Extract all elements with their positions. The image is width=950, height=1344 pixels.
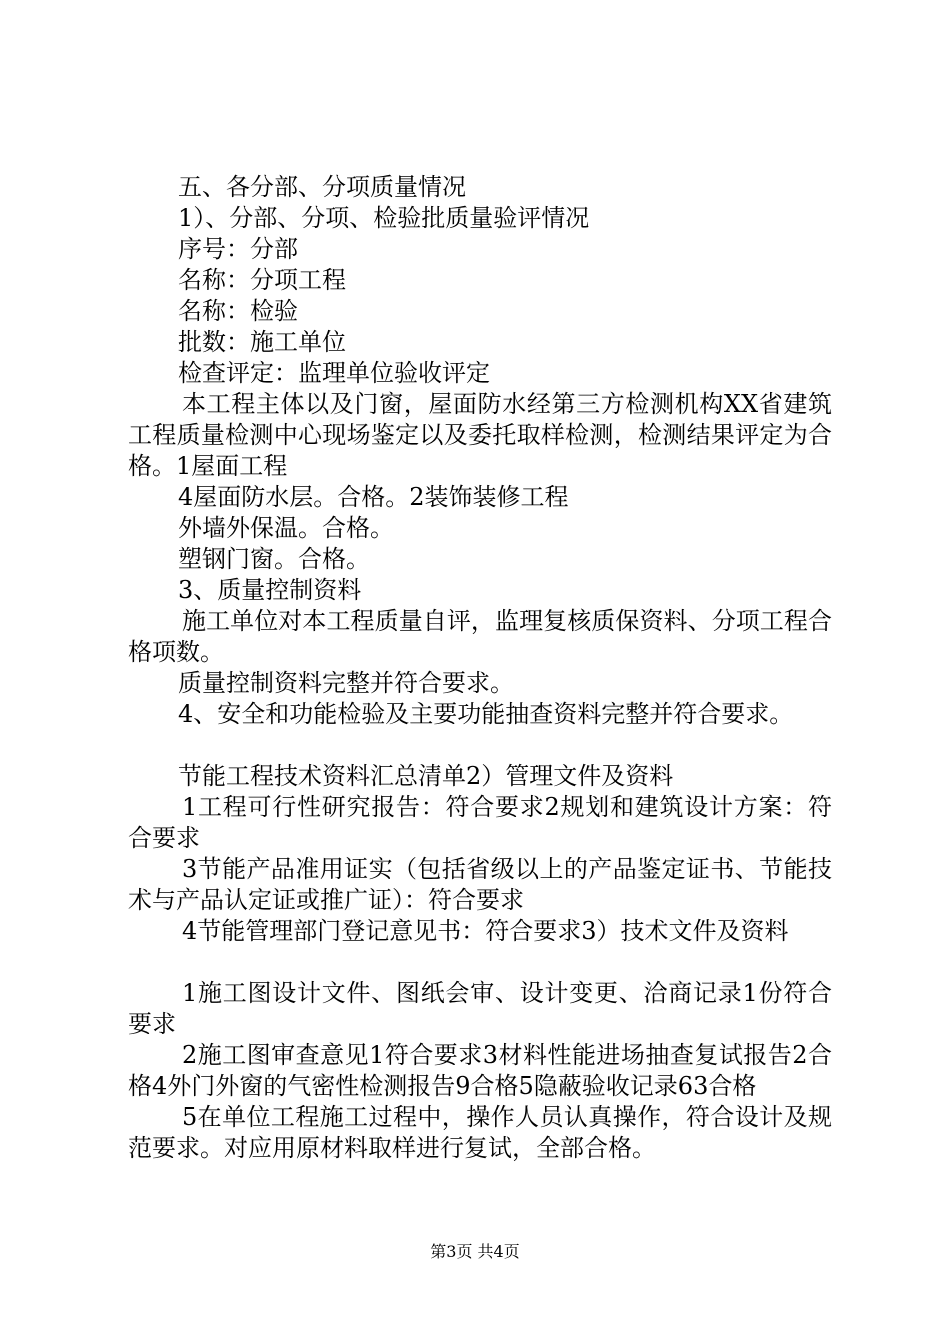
page-number-footer: 第3页 共4页 <box>430 1242 520 1261</box>
text-line: 4屋面防水层。合格。2装饰装修工程 <box>178 483 569 511</box>
paragraph: 施工单位对本工程质量自评，监理复核质保资料、分项工程合格项数。 <box>128 607 832 666</box>
spacer <box>128 947 832 978</box>
text-line: 塑钢门窗。合格。 <box>178 545 370 573</box>
subsection-heading: 节能工程技术资料汇总清单2）管理文件及资料 <box>178 762 674 790</box>
subsection-heading: 3、质量控制资料 <box>178 576 362 604</box>
text-line: 名称：检验 <box>178 297 298 325</box>
text-line: 检查评定：监理单位验收评定 <box>178 359 490 387</box>
text-line: 外墙外保温。合格。 <box>178 514 394 542</box>
text-line: 质量控制资料完整并符合要求。 <box>178 669 514 697</box>
text-line: 序号：分部 <box>178 235 298 263</box>
paragraph: 5在单位工程施工过程中，操作人员认真操作，符合设计及规范要求。对应用原材料取样进行复试，全部合格。 <box>128 1103 832 1162</box>
spacer <box>128 730 832 761</box>
document-body <box>128 172 832 1164</box>
paragraph: 1工程可行性研究报告：符合要求2规划和建筑设计方案：符合要求 <box>128 793 832 852</box>
text-line: 批数：施工单位 <box>178 328 346 356</box>
paragraph: 1施工图设计文件、图纸会审、设计变更、洽商记录1份符合要求 <box>128 979 832 1038</box>
paragraph: 4节能管理部门登记意见书：符合要求3）技术文件及资料 <box>182 917 789 945</box>
paragraph: 本工程主体以及门窗，屋面防水经第三方检测机构XX省建筑工程质量检测中心现场鉴定以及委托取样检测，检测结果评定为合格。1屋面工程 <box>128 390 832 480</box>
paragraph: 2施工图审查意见1符合要求3材料性能进场抽查复试报告2合格4外门外窗的气密性检测报告9合格5隐蔽验收记录63合格 <box>128 1041 832 1100</box>
text-line: 名称：分项工程 <box>178 266 346 294</box>
paragraph: 3节能产品准用证实（包括省级以上的产品鉴定证书、节能技术与产品认定证或推广证）：符合要求 <box>128 855 832 914</box>
section-heading: 五、各分部、分项质量情况 <box>178 173 466 201</box>
subsection-heading: 1）、分部、分项、检验批质量验评情况 <box>178 204 590 232</box>
subsection-heading: 4、安全和功能检验及主要功能抽查资料完整并符合要求。 <box>178 700 794 728</box>
